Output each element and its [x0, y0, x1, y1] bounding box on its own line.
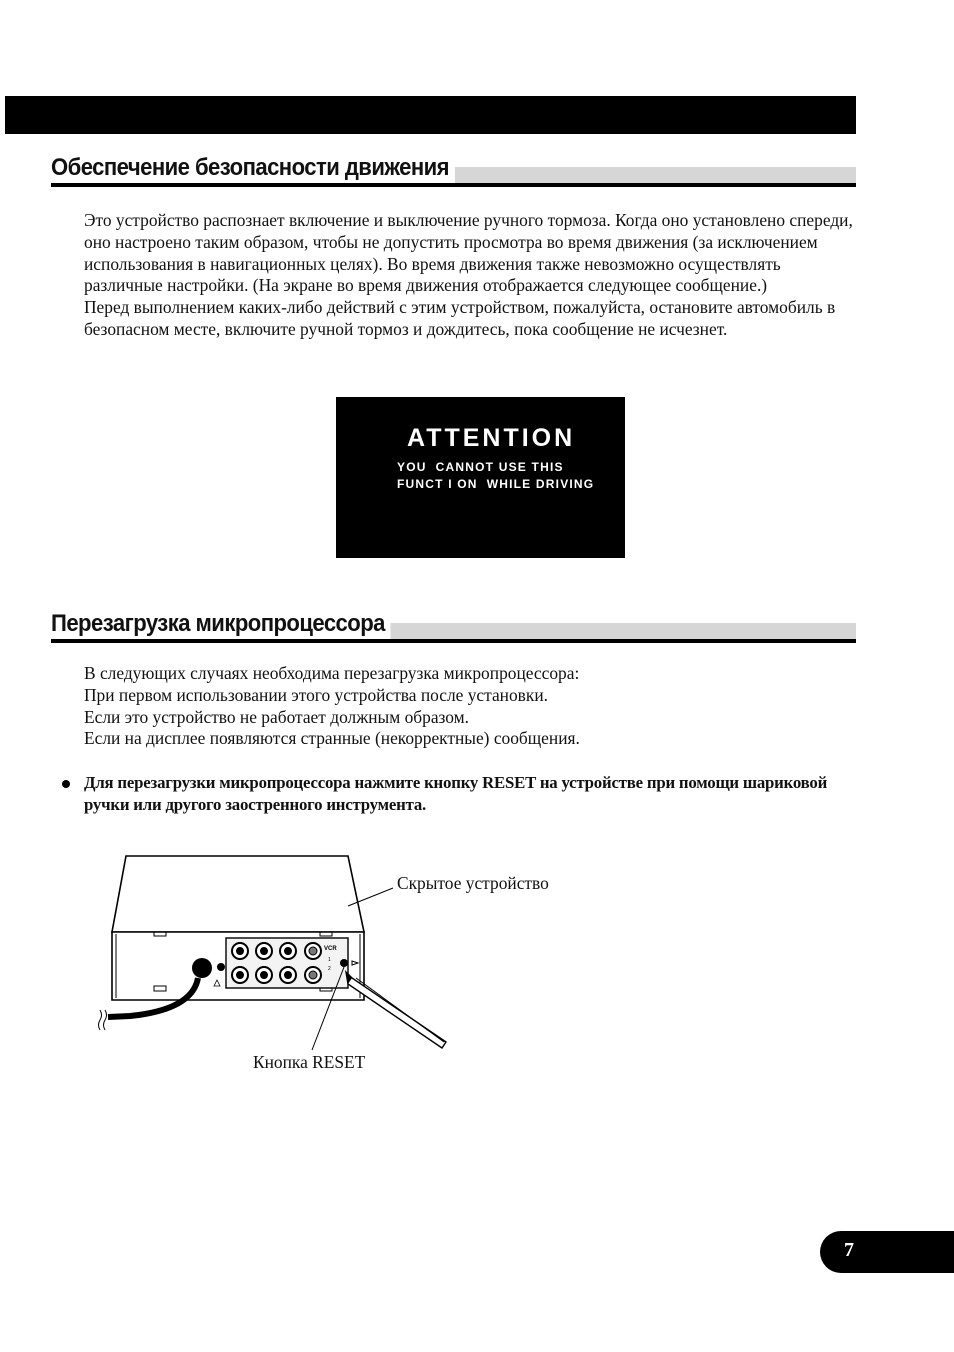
- attention-message: [397, 459, 594, 492]
- safety-paragraph-1: Это устройство распознает включение и выключение ручного тормоза. Когда оно установлено спереди, оно настроено таким образом, чтобы не допустить просмотра во время движения (за исключением использования в навигационных целях). Во время движения также невозможно осуществлять различные настройки. (На экране во время движения отображается следующее сообщение.): [84, 210, 853, 296]
- device-top-surface: [112, 856, 364, 932]
- attention-message-line-1: YOU CANNOT USE THIS: [397, 460, 564, 474]
- safety-paragraph-2: Перед выполнением каких-либо действий с этим устройством, пожалуйста, остановите автомобиль в безопасном месте, включите ручной тормоз и дождитесь, пока сообщение не исчезнет.: [84, 297, 836, 339]
- reset-line-3: Если это устройство не работает должным образом.: [84, 706, 470, 727]
- reset-line-1: В следующих случаях необходима перезагрузка микропроцессора:: [84, 663, 580, 683]
- section-title-safety-text: Обеспечение безопасности движения: [51, 153, 455, 183]
- attention-title: ATTENTION: [407, 424, 576, 452]
- reset-line-2: При первом использовании этого устройства после установки.: [84, 684, 549, 705]
- header-black-bar: [5, 96, 856, 134]
- panel-label-1: 1: [328, 957, 331, 963]
- safety-text: [84, 210, 854, 341]
- bullet-icon: [62, 780, 70, 788]
- page-number-tab: [820, 1231, 954, 1273]
- reset-instruction: Для перезагрузки микропроцессора нажмите кнопку RESET на устройстве при помощи шариковой ручки или другого заостренного инструмента.: [84, 773, 828, 814]
- page-number: 7: [844, 1239, 854, 1261]
- reset-line-4: Если на дисплее появляются странные (некорректные) сообщения.: [84, 728, 580, 749]
- panel-label-2: 2: [328, 966, 331, 972]
- section-title-reset: [51, 609, 856, 643]
- reset-text: [84, 663, 854, 750]
- label-hidden-unit: Скрытое устройство: [397, 873, 549, 893]
- vcr-label: VCR: [324, 946, 337, 952]
- pen-icon: [346, 972, 446, 1048]
- section-title-reset-text: Перезагрузка микропроцессора: [51, 609, 390, 639]
- attention-screen: [336, 397, 625, 558]
- section-title-safety: [51, 153, 856, 187]
- reset-button: [340, 959, 348, 967]
- label-reset-button: Кнопка RESET: [253, 1052, 366, 1072]
- attention-message-line-2: FUNCT I ON WHILE DRIVING: [397, 476, 595, 491]
